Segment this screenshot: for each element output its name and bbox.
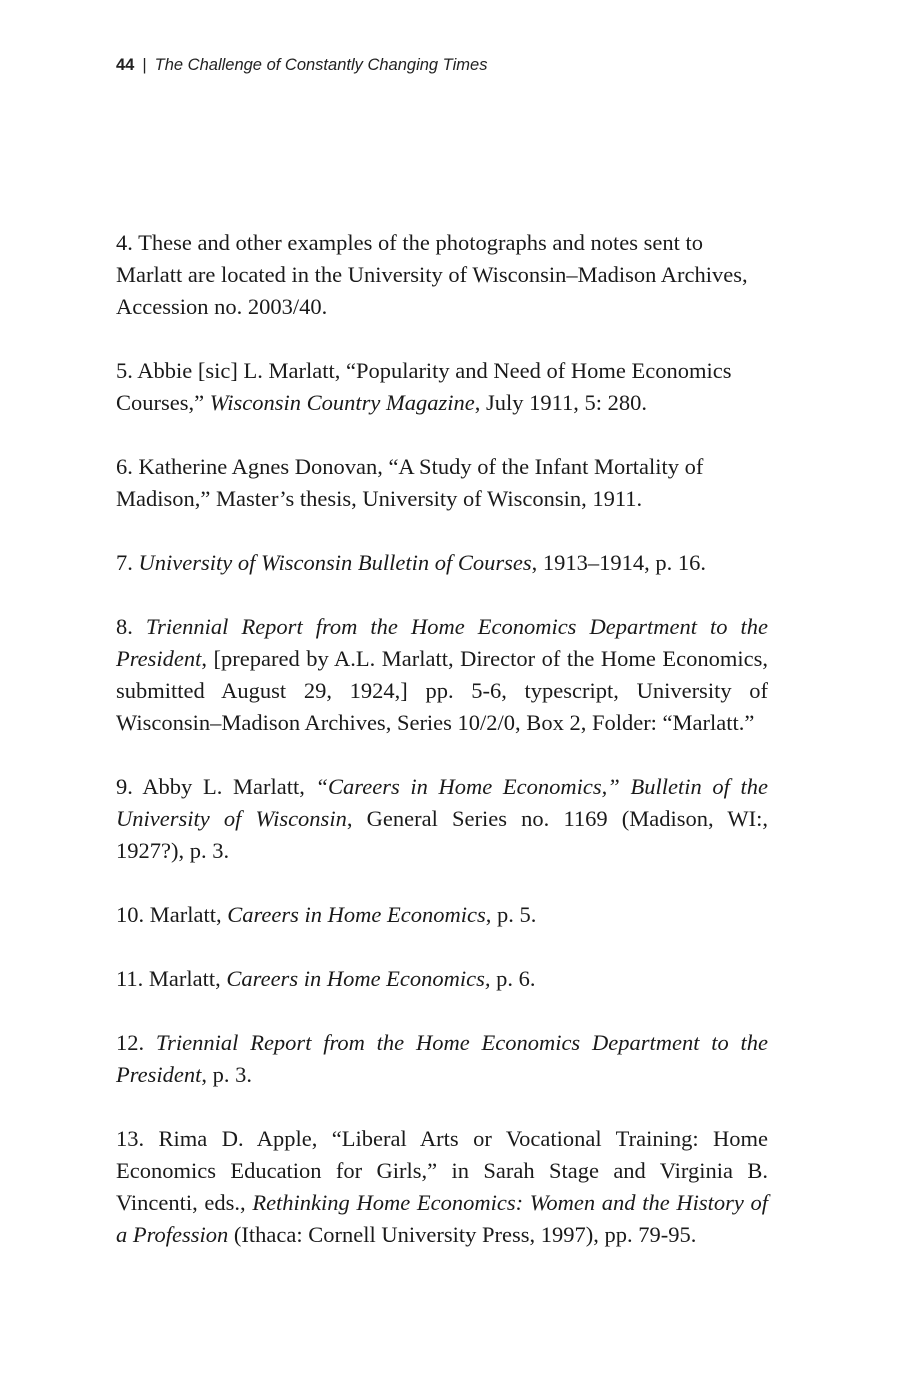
note-number: 6. bbox=[116, 454, 133, 479]
note-text: , p. 3. bbox=[201, 1062, 253, 1087]
note-number: 5. bbox=[116, 358, 133, 383]
note-text: (Ithaca: Cornell University Press, 1997), pp. 79-95. bbox=[228, 1222, 697, 1247]
running-head bbox=[116, 54, 487, 76]
endnote-12 bbox=[116, 1027, 768, 1091]
note-text: , 1913–1914, p. 16. bbox=[531, 550, 706, 575]
note-text: Abby L. Marlatt, bbox=[142, 774, 305, 799]
note-number: 9. bbox=[116, 774, 133, 799]
note-number: 10. bbox=[116, 902, 145, 927]
note-text: p. 6. bbox=[490, 966, 536, 991]
header-separator: | bbox=[142, 56, 147, 74]
note-number: 4. bbox=[116, 230, 133, 255]
note-number: 11. bbox=[116, 966, 144, 991]
note-text: , p. 5. bbox=[485, 902, 537, 927]
note-italic-title: “Careers in Home Economics,” Bulletin of the University of Wisconsin bbox=[116, 774, 769, 831]
note-number: 8. bbox=[116, 614, 133, 639]
note-text: Katherine Agnes Donovan, “A Study of the Infant Mortality of Madison,” Master’s thesis, University of Wisconsin, 1911. bbox=[116, 454, 704, 511]
endnote-6 bbox=[116, 451, 768, 515]
note-number: 12. bbox=[116, 1030, 145, 1055]
note-text: , July 1911, 5: 280. bbox=[474, 390, 648, 415]
note-italic-title: Triennial Report from the Home Economics Department to the President bbox=[116, 614, 768, 671]
note-number: 7. bbox=[116, 550, 133, 575]
endnote-9 bbox=[116, 771, 768, 867]
note-italic-title: University of Wisconsin Bulletin of Courses bbox=[138, 550, 532, 575]
note-italic-title: Wisconsin Country Magazine bbox=[209, 390, 475, 415]
endnote-11 bbox=[116, 963, 768, 995]
note-text: , General Series no. 1169 (Madison, WI:, 1927?), p. 3. bbox=[116, 806, 769, 863]
endnotes bbox=[116, 227, 768, 1283]
note-number: 13. bbox=[116, 1126, 145, 1151]
endnote-5 bbox=[116, 355, 768, 419]
endnote-7 bbox=[116, 547, 768, 579]
page-number: 44 bbox=[116, 56, 135, 74]
note-text: Marlatt, bbox=[148, 966, 221, 991]
endnote-4 bbox=[116, 227, 768, 323]
note-italic-title: Careers in Home Economics, bbox=[226, 966, 491, 991]
note-italic-title: Careers in Home Economics bbox=[227, 902, 486, 927]
note-text: Rima D. Apple, “Liberal Arts or Vocational Training: Home Economics Education for Girls,” in Sarah Stage and Virginia B. Vincenti, eds., bbox=[116, 1126, 768, 1215]
note-italic-title: Triennial Report from the Home Economics Department to the President bbox=[116, 1030, 768, 1087]
book-title: The Challenge of Constantly Changing Times bbox=[154, 56, 488, 74]
endnote-13 bbox=[116, 1123, 768, 1251]
endnote-10 bbox=[116, 899, 768, 931]
note-text: These and other examples of the photographs and notes sent to Marlatt are located in the University of Wisconsin–Madison Archives, Accession no. 2003/40. bbox=[116, 230, 748, 319]
note-text: Marlatt, bbox=[149, 902, 222, 927]
endnote-8 bbox=[116, 611, 768, 739]
note-text: Abbie [sic] L. Marlatt, “Popularity and Need of Home Economics Courses,” bbox=[116, 358, 732, 415]
note-italic-title: Rethinking Home Economics: Women and the History of a Profession bbox=[116, 1190, 769, 1247]
note-text: , [prepared by A.L. Marlatt, Director of the Home Economics, submitted August 29, 1924,] pp. 5-6, typescript, University of Wisconsin–Madison Archives, Series 10/2/0, Box 2, Folder: “Marlatt.” bbox=[116, 646, 768, 735]
